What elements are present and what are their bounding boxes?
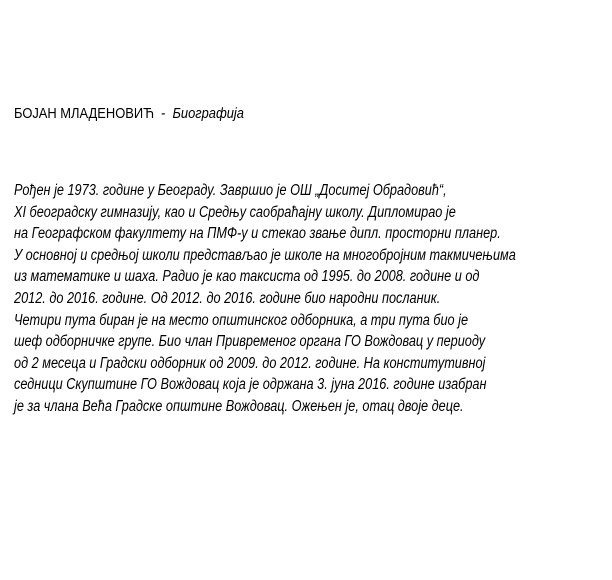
heading-separator: -: [161, 105, 166, 122]
bio-line-6: 2012. до 2016. године. Од 2012. до 2016. године био народни посланик.: [14, 289, 441, 307]
document-heading: [14, 104, 244, 124]
heading-subtitle: Биографија: [172, 105, 244, 122]
person-name: БОЈАН МЛАДЕНОВИЋ: [14, 105, 155, 122]
biography-text: [14, 180, 612, 418]
bio-line-7: Четири пута биран је на место општинског одборника, а три пута био је: [14, 311, 469, 329]
bio-line-2: XI београдску гимназију, као и Средњу саобраћајну школу. Дипломирао је: [14, 203, 456, 221]
bio-line-8: шеф одборничке групе. Био члан Привременог органа ГО Вождовац у периоду: [14, 333, 486, 351]
bio-line-5: из математике и шаха. Радио је као таксиста од 1995. до 2008. године и од: [14, 268, 480, 286]
bio-line-1: Рођен је 1973. године у Београду. Завршио је ОШ „Доситеј Обрадовић“,: [14, 182, 447, 199]
bio-line-3: на Географском факултету на ПМФ-у и стекао звање дипл. просторни планер.: [14, 225, 501, 243]
bio-line-10: седници Скупштине ГО Вождовац која је одржана 3. јуна 2016. године изабран: [14, 376, 487, 394]
bio-line-9: од 2 месеца и Градски одборник од 2009. до 2012. године. На конститутивној: [14, 354, 486, 372]
bio-line-11: је за члана Већа Градске општине Вождовац. Ожењен је, отац двоје деце.: [14, 397, 464, 415]
bio-line-4: У основној и средњој школи представљао је школе на многобројним такмичењима: [14, 246, 516, 264]
